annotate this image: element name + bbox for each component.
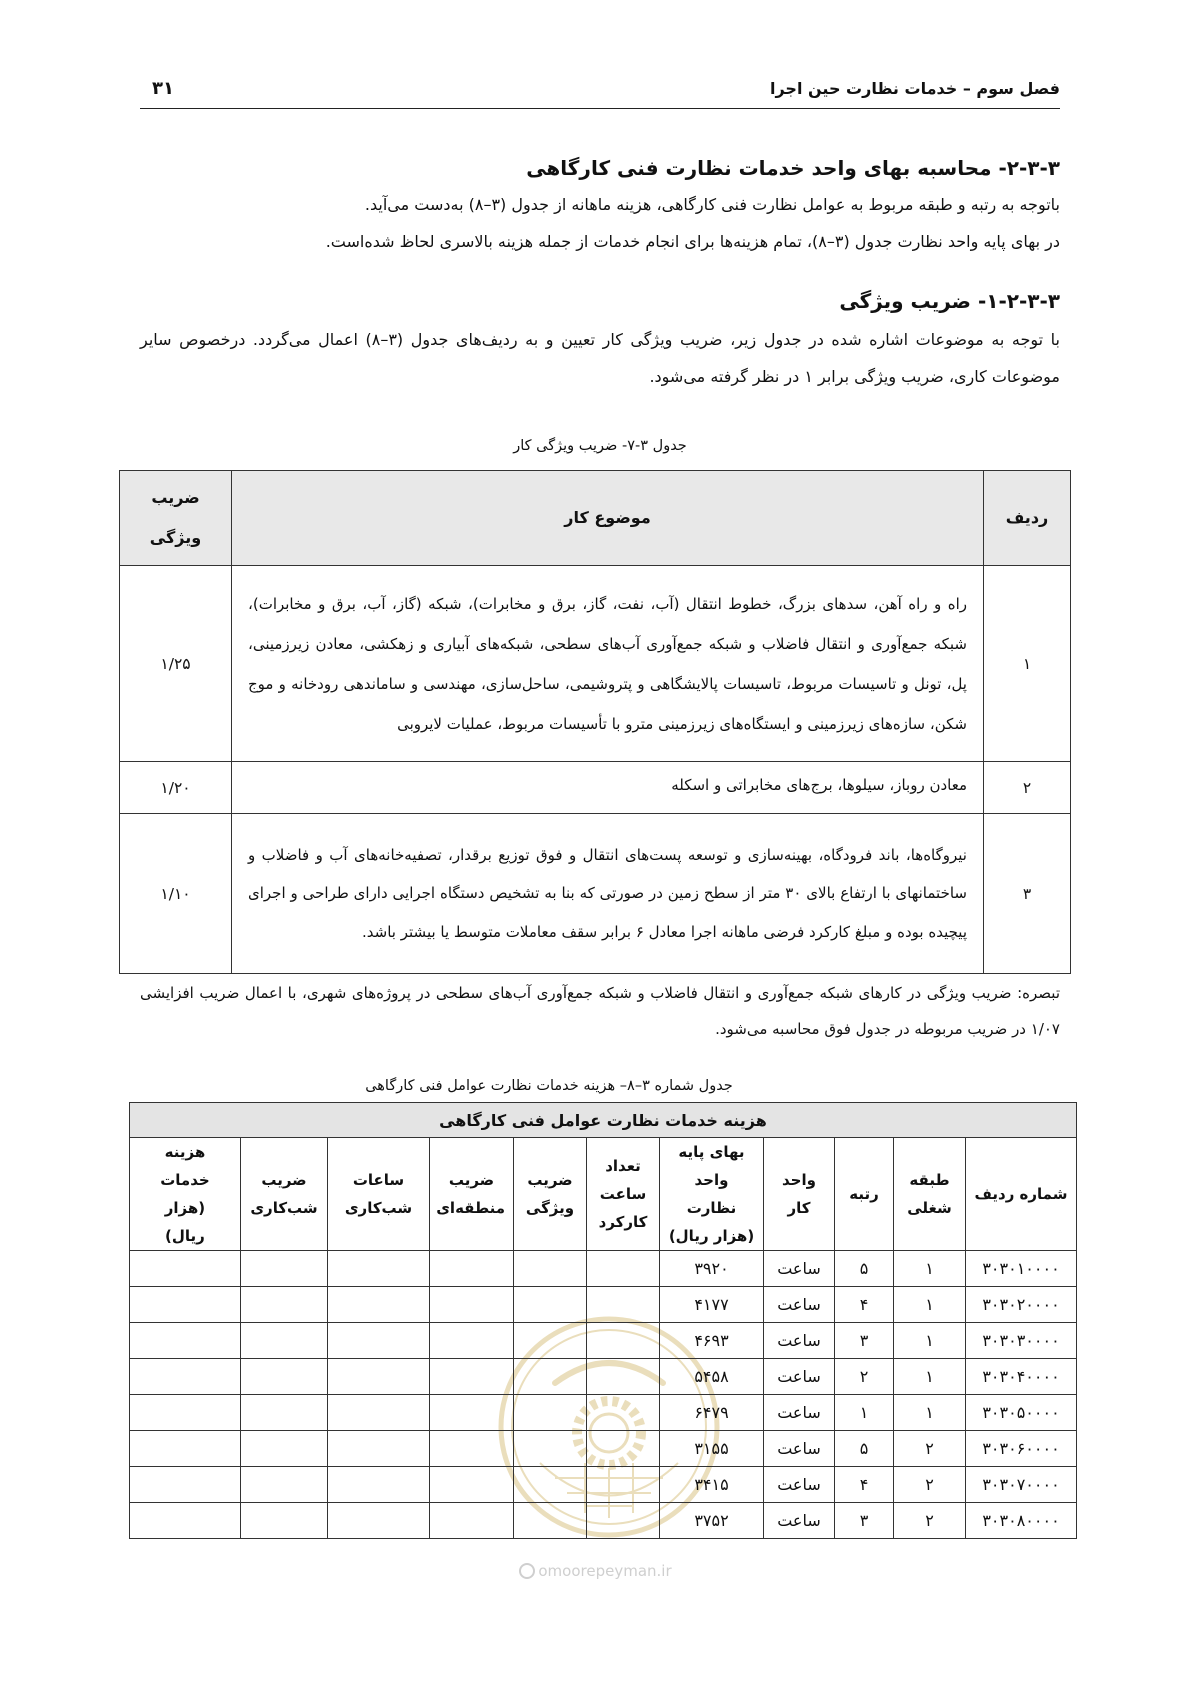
empty-cell xyxy=(241,1323,328,1359)
row-code: ۳۰۳۰۳۰۰۰۰ xyxy=(966,1323,1077,1359)
empty-cell xyxy=(587,1359,660,1395)
header-coefficient: ضریب ویژگی xyxy=(120,471,232,566)
row-job-class: ۱ xyxy=(894,1251,966,1287)
header-service-cost: هزینه خدمات (هزار ریال) xyxy=(129,1138,240,1251)
supervision-cost-table xyxy=(129,1102,1077,1539)
table-caption: جدول ۳-۷- ضریب ویژگی کار xyxy=(513,438,687,454)
table-row xyxy=(120,814,1071,974)
row-job-class: ۲ xyxy=(894,1503,966,1539)
empty-cell xyxy=(514,1323,587,1359)
watermark-site-text: omoorepeyman.ir xyxy=(538,1562,672,1580)
empty-cell xyxy=(129,1431,240,1467)
header-working-hours: تعداد ساعت کارکرد xyxy=(587,1138,660,1251)
row-code: ۳۰۳۰۸۰۰۰۰ xyxy=(966,1503,1077,1539)
page-header xyxy=(140,70,1060,109)
row-rank: ۳ xyxy=(835,1503,894,1539)
table-row xyxy=(129,1251,1076,1287)
section-heading: ۲-۳-۳- محاسبه بهای واحد خدمات نظارت فنی کارگاهی xyxy=(526,156,1060,180)
row-rank: ۴ xyxy=(835,1287,894,1323)
table-caption: جدول شماره ۳–۸– هزینه خدمات نظارت عوامل فنی کارگاهی xyxy=(365,1078,733,1094)
row-subject: نیروگاه‌ها، باند فرودگاه، بهینه‌سازی و توسعه پست‌های انتقال و فوق توزیع برقدار، تصفیه‌خانه‌های آب و فاضلاب و ساختمانهای با ارتفاع بالای ۳۰ متر از سطح زمین در صورتی که بنا به تشخیص دستگاه اجرایی دارای طراحی و اجرای پیچیده بوده و مبلغ کارکرد فرضی ماهانه اجرا معادل ۶ برابر سقف معاملات متوسط یا بیشتر باشد. xyxy=(232,814,984,974)
header-feature-coefficient: ضریب ویژگی xyxy=(514,1138,587,1251)
table-title-row xyxy=(129,1103,1076,1138)
row-base-price: ۳۷۵۲ xyxy=(660,1503,764,1539)
row-unit: ساعت xyxy=(764,1467,835,1503)
row-base-price: ۳۱۵۵ xyxy=(660,1431,764,1467)
header-subject: موضوع کار xyxy=(232,471,984,566)
header-rank: رتبه xyxy=(835,1138,894,1251)
empty-cell xyxy=(514,1431,587,1467)
empty-cell xyxy=(587,1323,660,1359)
empty-cell xyxy=(514,1287,587,1323)
table-row xyxy=(120,762,1071,814)
empty-cell xyxy=(587,1431,660,1467)
empty-cell xyxy=(587,1467,660,1503)
row-rank: ۱ xyxy=(835,1395,894,1431)
row-code: ۳۰۳۰۵۰۰۰۰ xyxy=(966,1395,1077,1431)
row-job-class: ۱ xyxy=(894,1359,966,1395)
row-base-price: ۳۴۱۵ xyxy=(660,1467,764,1503)
empty-cell xyxy=(129,1287,240,1323)
row-job-class: ۱ xyxy=(894,1323,966,1359)
empty-cell xyxy=(129,1503,240,1539)
empty-cell xyxy=(328,1359,430,1395)
row-rank: ۵ xyxy=(835,1431,894,1467)
table-row xyxy=(129,1467,1076,1503)
empty-cell xyxy=(587,1251,660,1287)
header-night-hours: ساعات شب‌کاری xyxy=(328,1138,430,1251)
page-number: ۳۱ xyxy=(152,78,174,99)
row-job-class: ۲ xyxy=(894,1467,966,1503)
empty-cell xyxy=(129,1251,240,1287)
empty-cell xyxy=(514,1503,587,1539)
row-code: ۳۰۳۰۴۰۰۰۰ xyxy=(966,1359,1077,1395)
row-base-price: ۴۱۷۷ xyxy=(660,1287,764,1323)
row-coefficient: ۱/۲۵ xyxy=(120,566,232,762)
empty-cell xyxy=(241,1251,328,1287)
table-title: هزینه خدمات نظارت عوامل فنی کارگاهی xyxy=(129,1103,1076,1138)
empty-cell xyxy=(430,1323,514,1359)
row-number: ۱ xyxy=(984,566,1071,762)
subsection-heading: ۱-۲-۳-۳- ضریب ویژگی xyxy=(839,289,1060,313)
table-header-row xyxy=(120,471,1071,566)
header-base-price: بهای پایه واحد نظارت (هزار ریال) xyxy=(660,1138,764,1251)
row-code: ۳۰۳۰۶۰۰۰۰ xyxy=(966,1431,1077,1467)
table-row xyxy=(129,1287,1076,1323)
row-code: ۳۰۳۰۲۰۰۰۰ xyxy=(966,1287,1077,1323)
empty-cell xyxy=(430,1467,514,1503)
empty-cell xyxy=(129,1359,240,1395)
row-unit: ساعت xyxy=(764,1395,835,1431)
row-rank: ۵ xyxy=(835,1251,894,1287)
empty-cell xyxy=(328,1503,430,1539)
page-content xyxy=(0,150,1191,1539)
empty-cell xyxy=(241,1359,328,1395)
empty-cell xyxy=(514,1359,587,1395)
row-job-class: ۱ xyxy=(894,1287,966,1323)
table-note: تبصره: ضریب ویژگی در کارهای شبکه جمع‌آوری و انتقال فاضلاب و شبکه جمع‌آوری آب‌های سطحی در پروژه‌های شهری، با اعمال ضریب افزایشی ۱/۰۷ در ضریب مربوطه در جدول فوق محاسبه می‌شود. xyxy=(140,984,1060,1038)
empty-cell xyxy=(430,1503,514,1539)
watermark-site xyxy=(0,1560,1191,1582)
empty-cell xyxy=(587,1395,660,1431)
row-subject: معادن روباز، سیلوها، برج‌های مخابراتی و اسکله xyxy=(232,762,984,814)
section xyxy=(140,150,1060,260)
empty-cell xyxy=(241,1431,328,1467)
empty-cell xyxy=(328,1467,430,1503)
row-code: ۳۰۳۰۷۰۰۰۰ xyxy=(966,1467,1077,1503)
site-logo-icon xyxy=(519,1563,535,1579)
empty-cell xyxy=(430,1251,514,1287)
empty-cell xyxy=(430,1287,514,1323)
table-row xyxy=(129,1323,1076,1359)
empty-cell xyxy=(241,1503,328,1539)
row-job-class: ۱ xyxy=(894,1395,966,1431)
empty-cell xyxy=(587,1503,660,1539)
header-row-number: ردیف xyxy=(984,471,1071,566)
row-subject: راه و راه آهن، سدهای بزرگ، خطوط انتقال (آب، نفت، گاز، برق و مخابرات)، شبکه (گاز، آب، برق و مخابرات)، شبکه جمع‌آوری و انتقال فاضلاب و شبکه جمع‌آوری آب‌های سطحی، شبکه‌های آبیاری و زهکشی، معادن زیرزمینی، پل، تونل و تاسیسات مربوط، تاسیسات پالایشگاهی و پتروشیمی، ساحل‌سازی، مهندسی و ساماندهی رودخانه و موج شکن، سازه‌های زیرزمینی و ایستگاه‌های زیرزمینی مترو با تأسیسات مربوط، عملیات لایروبی xyxy=(232,566,984,762)
empty-cell xyxy=(430,1431,514,1467)
row-code: ۳۰۳۰۱۰۰۰۰ xyxy=(966,1251,1077,1287)
empty-cell xyxy=(328,1323,430,1359)
empty-cell xyxy=(328,1395,430,1431)
header-row-code: شماره ردیف xyxy=(966,1138,1077,1251)
row-unit: ساعت xyxy=(764,1359,835,1395)
empty-cell xyxy=(241,1467,328,1503)
empty-cell xyxy=(328,1431,430,1467)
row-base-price: ۳۹۲۰ xyxy=(660,1251,764,1287)
empty-cell xyxy=(129,1395,240,1431)
empty-cell xyxy=(587,1287,660,1323)
empty-cell xyxy=(328,1251,430,1287)
row-unit: ساعت xyxy=(764,1323,835,1359)
empty-cell xyxy=(514,1467,587,1503)
row-base-price: ۴۶۹۳ xyxy=(660,1323,764,1359)
table-row xyxy=(129,1359,1076,1395)
paragraph: باتوجه به رتبه و طبقه مربوط به عوامل نظارت فنی کارگاهی، هزینه ماهانه از جدول (۳–۸) به‌دست می‌آید. xyxy=(364,195,1060,214)
row-unit: ساعت xyxy=(764,1287,835,1323)
table-row xyxy=(129,1395,1076,1431)
paragraph: با توجه به موضوعات اشاره شده در جدول زیر، ضریب ویژگی کار تعیین و به ردیف‌های جدول (۳–۸) اعمال می‌گردد. درخصوص سایر موضوعات کاری، ضریب ویژگی برابر ۱ در نظر گرفته می‌شود. xyxy=(140,330,1060,386)
empty-cell xyxy=(430,1395,514,1431)
chapter-title: فصل سوم – خدمات نظارت حین اجرا xyxy=(769,79,1060,98)
empty-cell xyxy=(129,1467,240,1503)
empty-cell xyxy=(514,1395,587,1431)
row-rank: ۳ xyxy=(835,1323,894,1359)
row-base-price: ۵۴۵۸ xyxy=(660,1359,764,1395)
header-night-coefficient: ضریب شب‌کاری xyxy=(241,1138,328,1251)
header-regional-coefficient: ضریب منطقه‌ای xyxy=(430,1138,514,1251)
row-coefficient: ۱/۱۰ xyxy=(120,814,232,974)
row-job-class: ۲ xyxy=(894,1431,966,1467)
row-rank: ۴ xyxy=(835,1467,894,1503)
empty-cell xyxy=(129,1323,240,1359)
header-work-unit: واحد کار xyxy=(764,1138,835,1251)
table-row xyxy=(120,566,1071,762)
row-number: ۲ xyxy=(984,762,1071,814)
paragraph: در بهای پایه واحد نظارت جدول (۳–۸)، تمام هزینه‌ها برای انجام خدمات از جمله هزینه بالاسری لحاظ شده‌است. xyxy=(325,232,1060,251)
empty-cell xyxy=(241,1395,328,1431)
row-coefficient: ۱/۲۰ xyxy=(120,762,232,814)
table-row xyxy=(129,1503,1076,1539)
header-job-class: طبقه شغلی xyxy=(894,1138,966,1251)
coefficient-table xyxy=(119,470,1071,974)
row-unit: ساعت xyxy=(764,1431,835,1467)
subsection xyxy=(140,283,1060,395)
empty-cell xyxy=(514,1251,587,1287)
row-unit: ساعت xyxy=(764,1503,835,1539)
empty-cell xyxy=(328,1287,430,1323)
empty-cell xyxy=(241,1287,328,1323)
table-header-row xyxy=(129,1138,1076,1251)
row-number: ۳ xyxy=(984,814,1071,974)
row-rank: ۲ xyxy=(835,1359,894,1395)
empty-cell xyxy=(430,1359,514,1395)
row-base-price: ۶۴۷۹ xyxy=(660,1395,764,1431)
table-row xyxy=(129,1431,1076,1467)
row-unit: ساعت xyxy=(764,1251,835,1287)
